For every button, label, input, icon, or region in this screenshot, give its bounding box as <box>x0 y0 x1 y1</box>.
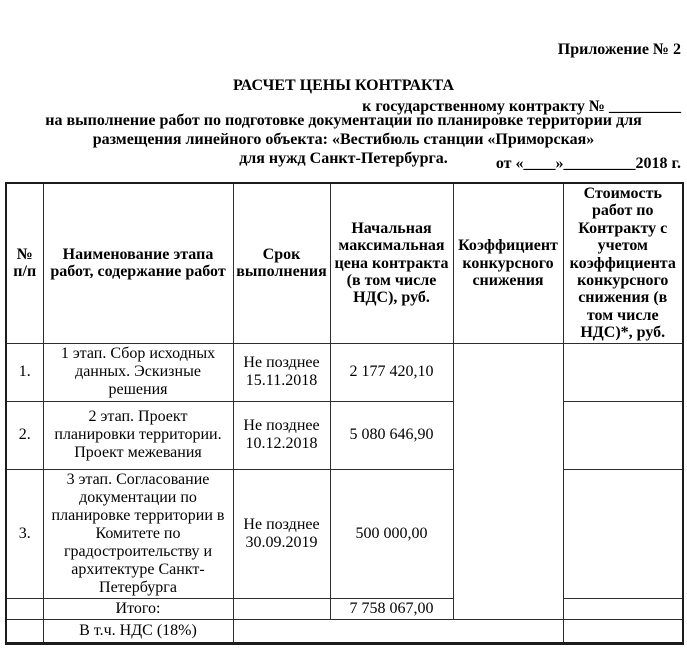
total-row <box>6 598 683 619</box>
subtitle-line: для нужд Санкт-Петербурга. <box>239 150 448 167</box>
col-header-number: № п/п <box>6 183 43 343</box>
col-header-coefficient: Коэффициент конкурсного снижения <box>453 183 563 343</box>
total-price-cell: 7 758 067,00 <box>330 598 453 619</box>
vat-cost-cell <box>563 619 683 643</box>
row-number-cell: 3. <box>6 469 43 598</box>
cost-cell <box>563 401 683 469</box>
price-cell: 2 177 420,10 <box>330 343 453 401</box>
stage-name-cell: 2 этап. Проект планировки территории. Проект межевания <box>43 401 233 469</box>
table-header-row <box>6 183 683 343</box>
empty-number-cell <box>6 598 43 619</box>
col-header-contract-cost: Стоимость работ по Контракту с учетом коэффициента конкурсного снижения (в том числе НДС)*, руб. <box>563 183 683 343</box>
table-row <box>6 343 683 401</box>
row-number-cell: 2. <box>6 401 43 469</box>
price-cell: 500 000,00 <box>330 469 453 598</box>
cost-cell <box>563 469 683 598</box>
table-row <box>6 469 683 598</box>
empty-deadline-cell <box>233 598 330 619</box>
row-number-cell: 1. <box>6 343 43 401</box>
document-title: РАСЧЕТ ЦЕНЫ КОНТРАКТА <box>232 77 455 94</box>
col-header-initial-price: Начальная максимальная цена контракта (в том числе НДС), руб. <box>330 183 453 343</box>
document-subtitle <box>0 111 687 168</box>
deadline-cell: Не позднее 10.12.2018 <box>233 401 330 469</box>
vat-row <box>6 619 683 643</box>
col-header-stage-name: Наименование этапа работ, содержание работ <box>43 183 233 343</box>
contract-date-line: от «____»_________2018 г. <box>495 155 681 172</box>
subtitle-line: на выполнение работ по подготовке документации по планировке территории для <box>45 112 642 129</box>
price-cell: 5 080 646,90 <box>330 401 453 469</box>
stage-name-cell: 3 этап. Согласование документации по планировке территории в Комитете по градостроительству и архитектуре Санкт-Петербурга <box>43 469 233 598</box>
stage-name-cell: 1 этап. Сбор исходных данных. Эскизные решения <box>43 343 233 401</box>
deadline-cell: Не позднее 15.11.2018 <box>233 343 330 401</box>
appendix-line: Приложение № 2 <box>557 41 681 58</box>
subtitle-line: размещения линейного объекта: «Вестибюль станции «Приморская» <box>92 131 595 148</box>
coefficient-merged-cell <box>453 343 563 619</box>
empty-number-cell <box>6 619 43 643</box>
col-header-deadline: Срок выполнения <box>233 183 330 343</box>
cost-cell <box>563 343 683 401</box>
contract-price-table <box>5 182 684 645</box>
appendix-header <box>362 2 681 211</box>
total-cost-cell <box>563 598 683 619</box>
deadline-cell: Не позднее 30.09.2019 <box>233 469 330 598</box>
table-row <box>6 401 683 469</box>
vat-label: В т.ч. НДС (18%) <box>43 619 233 643</box>
total-label: Итого: <box>43 598 233 619</box>
contract-number-line: к государственному контракту № _________ <box>362 98 681 115</box>
vat-merged-cell <box>233 619 563 643</box>
